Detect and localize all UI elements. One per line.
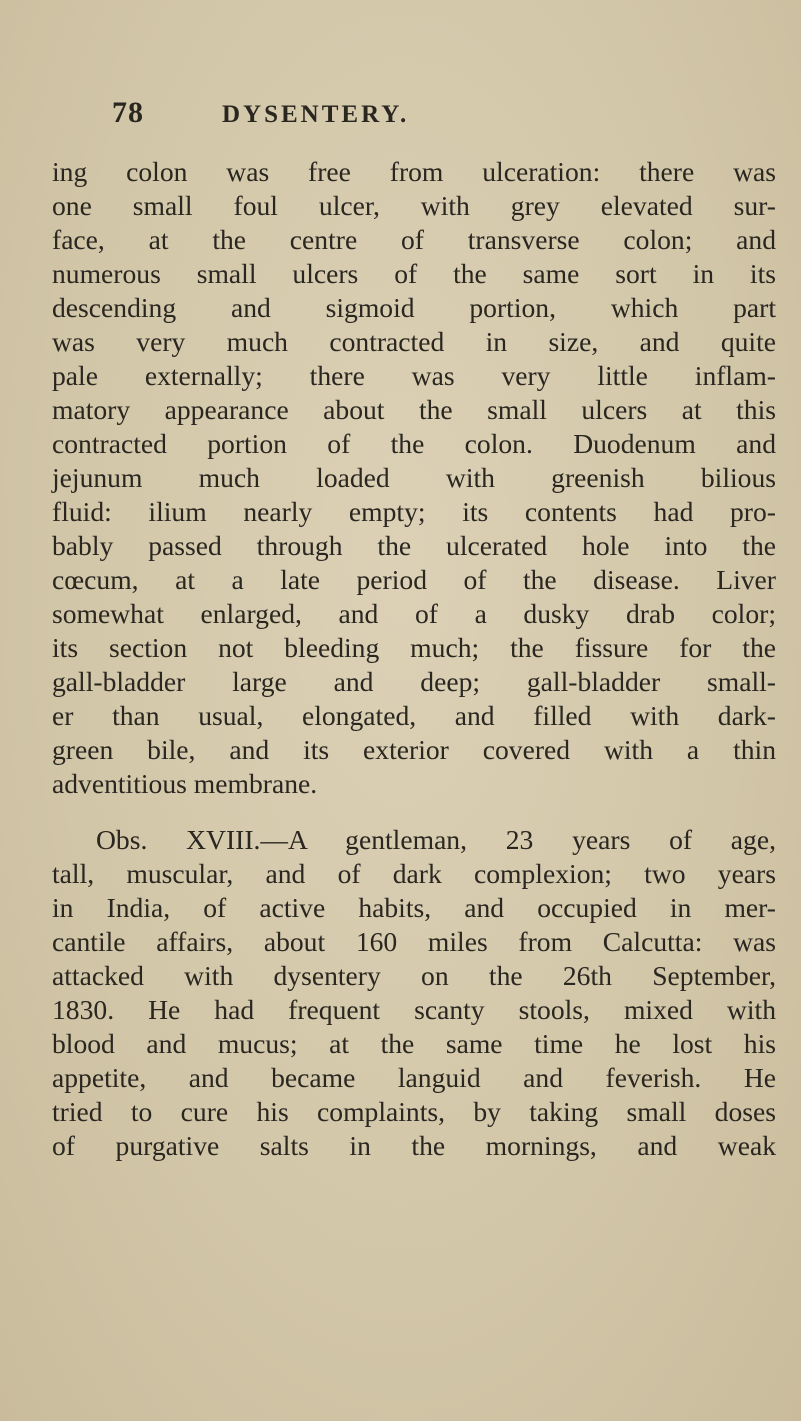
text-line: pale externally; there was very little inflam- xyxy=(52,360,776,391)
text-line: fluid: ilium nearly empty; its contents had pro- xyxy=(52,496,776,527)
text-line: er than usual, elongated, and filled with dark- xyxy=(52,700,776,731)
text-line: tried to cure his complaints, by taking small doses xyxy=(52,1096,776,1127)
text-line: green bile, and its exterior covered with a thin xyxy=(52,734,776,765)
text-line: tall, muscular, and of dark complexion; two years xyxy=(52,858,776,889)
text-line: descending and sigmoid portion, which part xyxy=(52,292,776,323)
text-line: was very much contracted in size, and quite xyxy=(52,326,776,357)
text-line: bably passed through the ulcerated hole into the xyxy=(52,530,776,561)
paragraph-gap xyxy=(52,801,776,823)
text-line: its section not bleeding much; the fissure for the xyxy=(52,632,776,663)
running-head: DYSENTERY. xyxy=(222,101,410,128)
text-line: 1830. He had frequent scanty stools, mixed with xyxy=(52,994,776,1025)
text-line: face, at the centre of transverse colon; and xyxy=(52,224,776,255)
text-line: adventitious membrane. xyxy=(52,768,318,799)
paragraph-2 xyxy=(52,823,776,1163)
text-line: blood and mucus; at the same time he lost his xyxy=(52,1028,776,1059)
observation-heading-line: Obs. XVIII.—A gentleman, 23 years of age, xyxy=(96,824,776,855)
text-line: of purgative salts in the mornings, and weak xyxy=(52,1130,776,1161)
text-line: in India, of active habits, and occupied in mer- xyxy=(52,892,776,923)
text-line: gall-bladder large and deep; gall-bladder small- xyxy=(52,666,776,697)
text-line: matory appearance about the small ulcers at this xyxy=(52,394,776,425)
text-line: attacked with dysentery on the 26th September, xyxy=(52,960,776,991)
text-line: cantile affairs, about 160 miles from Calcutta: was xyxy=(52,926,776,957)
text-line: jejunum much loaded with greenish bilious xyxy=(52,462,776,493)
text-line: ing colon was free from ulceration: there was xyxy=(52,156,776,187)
page-number: 78 xyxy=(112,96,144,129)
paragraph-1 xyxy=(52,155,776,801)
page-header xyxy=(112,96,772,136)
text-line: contracted portion of the colon. Duodenum and xyxy=(52,428,776,459)
text-line: somewhat enlarged, and of a dusky drab color; xyxy=(52,598,776,629)
body-text xyxy=(52,155,776,1163)
text-line: one small foul ulcer, with grey elevated sur- xyxy=(52,190,776,221)
text-line: cœcum, at a late period of the disease. Liver xyxy=(52,564,776,595)
text-line: numerous small ulcers of the same sort in its xyxy=(52,258,776,289)
text-line: appetite, and became languid and feverish. He xyxy=(52,1062,776,1093)
